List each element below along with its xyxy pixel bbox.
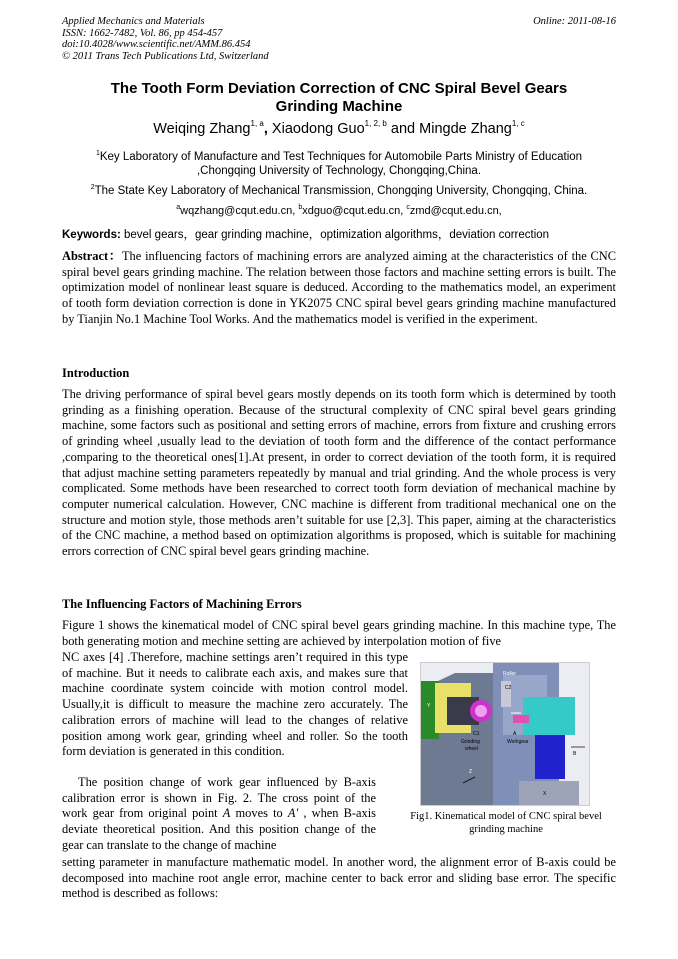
doi: doi:10.4028/www.scientific.net/AMM.86.454 xyxy=(62,39,251,50)
title-line-1: The Tooth Form Deviation Correction of CNC Spiral Bevel Gears xyxy=(110,80,568,97)
label-roller: Roller xyxy=(503,671,517,677)
author-list: Weiqing Zhang$^{1, a}$, Xiaodong Guo$^{1, 2, b}$ and Mingde Zhang$^{1, c}$ xyxy=(153,119,525,137)
email-a[interactable]: wqzhang@cqut.edu.cn, xyxy=(180,205,299,217)
figure-caption: Fig1. Kinematical model of CNC spiral bevel grinding machine xyxy=(410,811,602,835)
issn: ISSN: 1662-7482, Vol. 86, pp 454-457 xyxy=(62,27,223,39)
point-a-symbol: A xyxy=(222,806,231,821)
label-wheel: wheel xyxy=(465,746,479,752)
email-b[interactable]: xdguo@cqut.edu.cn, xyxy=(302,205,407,217)
abstract-text: The influencing factors of machining errors are analyzed aiming at the characteristics of the CNC spiral bevel gears grinding machine. The relation between those factors and machine setting errors is built. The optimization model of nonlinear least square is deduced. According to the mathematics model, an experiment of tooth form deviation correction is done in YK2075 CNC spiral bevel gears grinding machine manufactured by Tianjin No.1 Machine Tool Works. And the mathematics model is verified in the experiment. xyxy=(62,249,617,326)
label-c1: C1 xyxy=(473,731,480,737)
paper-title xyxy=(62,80,616,116)
label-a: A xyxy=(513,731,517,737)
section-heading-influencing-factors: The Influencing Factors of Machining Errors xyxy=(62,597,302,611)
introduction-heading: Introduction xyxy=(62,366,130,380)
keywords-label: Keywords: xyxy=(62,229,121,241)
label-c2: C2 xyxy=(505,685,512,691)
affiliation-1: $^1$Key Laboratory of Manufacture and Test Techniques for Automobile Parts Ministry of Education ,Chongqing University of Technology, Chongqing,China. xyxy=(95,150,583,177)
journal-meta xyxy=(62,16,269,62)
author-3: Mingde Zhang xyxy=(419,121,512,137)
label-z: Z xyxy=(469,769,473,775)
introduction-text: The driving performance of spiral bevel gears mostly depends on its tooth form which is determined by tooth grinding as a finishing operation. Because of the structural complexity of CNC spiral bevel gears grinding machine, some factors such as positional and setting errors of machine, errors from fixture and crushing errors of grinding wheel ,usually lead to the deviation of tooth form and the difference of the contact performance ,comparing to the theoretical ones[1].At present, in order to correct deviation of the tooth form, it is required that adjust machine setting parameters repeatedly by manual and trial grinding. And the whole process is very complicated. Some methods have been researched to correct tooth form deviation of mechanical machine by computer numerical calculation. However, CNC machine is different from traditional mechanical one on the structure and motion style, those methods aren’t suitable for use [2,3]. This paper, aiming at the characteristics of the CNC machine, a method based on optimization algorithms is proposed, which is suitable for machining errors correction of CNC spiral bevel gears grinding machine. xyxy=(62,387,616,559)
section2-para-4: setting parameter in manufacture mathematic model. In another word, the alignment error of B-axis could be decomposed into machine root angle error, machine center to back error and sliding base error. The specific method is described as follows: xyxy=(62,855,616,901)
keywords xyxy=(62,226,549,242)
affiliation-2: $^2$The State Key Laboratory of Mechanical Transmission, Chongqing University, Chongqing, China. xyxy=(90,184,588,197)
abstract xyxy=(62,249,616,328)
keywords-text: bevel gears，gear grinding machine，optimization algorithms，deviation correction xyxy=(120,229,550,241)
figure-kinematical-model xyxy=(420,662,590,806)
section2-para-3: The position change of work gear influenced by B-axis calibration error is shown in Fig. 2. The cross point of the work gear from original point A moves to A′ , when B-axis deviate theoretical position. And this position change of the gear can translate to the change of machine xyxy=(62,775,376,852)
label-grinding: Grinding xyxy=(461,739,480,745)
abstract-label: Abstract： xyxy=(62,249,122,263)
machine-illustration xyxy=(421,663,589,805)
point-a-prime-symbol: A′ xyxy=(287,806,299,821)
label-x: X xyxy=(543,791,547,797)
label-workgear: Workgear xyxy=(507,739,529,745)
copyright: © 2011 Trans Tech Publications Ltd, Switzerland xyxy=(62,50,269,62)
email-list: $^a$wqzhang@cqut.edu.cn, $^b$xdguo@cqut.edu.cn, $^c$zmd@cqut.edu.cn, xyxy=(176,204,502,217)
label-b: B xyxy=(573,751,577,757)
label-y: Y xyxy=(427,703,431,709)
title-line-2: Grinding Machine xyxy=(275,98,403,115)
email-c[interactable]: zmd@cqut.edu.cn, xyxy=(409,205,502,217)
journal-name: Applied Mechanics and Materials xyxy=(62,16,205,27)
author-1: Weiqing Zhang xyxy=(153,121,251,137)
section2-para-2: NC axes [4] .Therefore, machine settings aren’t required in this type of machine. But it needs to calibrate each axis, and makes sure that machine coordinate system coincide with motion control model. Usually,it is difficult to measure the machine zero accurately. The calibration errors of machine will lead to the changes of relative position among work gear, grinding wheel and roller. So the tooth form deviation is generated in this condition. xyxy=(62,650,408,759)
section2-para-1: Figure 1 shows the kinematical model of CNC spiral bevel gears grinding machine. In this machine type, The both generating motion and mechine setting are achieved by interpolation motion of five xyxy=(62,618,616,648)
online-date: Online: 2011-08-16 xyxy=(533,16,616,27)
author-2: Xiaodong Guo xyxy=(271,121,365,137)
